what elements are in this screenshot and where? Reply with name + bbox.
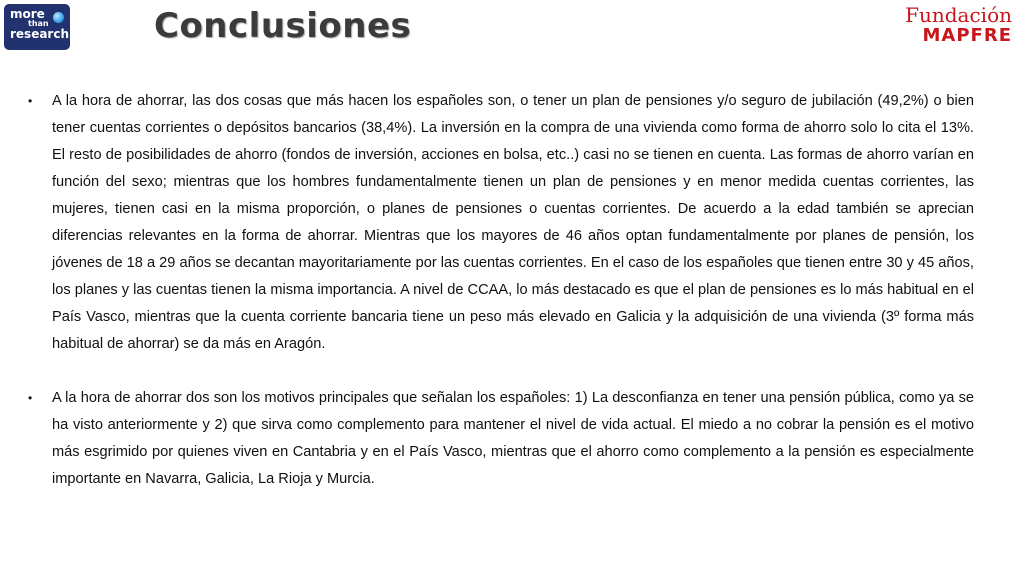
logo-left-line3: research [10,27,70,41]
globe-icon [53,12,64,23]
bullet-item-2 [28,385,974,493]
logo-left-line1: more [10,7,45,21]
logo-right-line1: Fundación [905,3,1012,27]
logo-left-line2: than [28,19,49,28]
page-title: Conclusiones [154,6,412,46]
bullet-item-1 [28,88,974,358]
bullet-list [28,88,974,493]
bullet-text-1: A la hora de ahorrar, las dos cosas que más hacen los españoles son, o tener un plan de pensiones y/o seguro de jubilación (49,2%) o bien tener cuentas corrientes o depósitos bancarios (38,4%). La inversión en la compra de una vivienda como forma de ahorro solo lo cita el 13%. El resto de posibilidades de ahorro (fondos de inversión, acciones en bolsa, etc..) casi no se tienen en cuenta. Las formas de ahorro varían en función del sexo; mientras que los hombres fundamentalmente tienen un plan de pensiones y en menor medida cuentas corrientes, las mujeres, tienen casi en la misma proporción, o planes de pensiones o cuentas corrientes. De acuerdo a la edad también se aprecian diferencias relevantes en la forma de ahorrar. Mientras que los mayores de 46 años optan fundamentalmente por planes de pensión, los jóvenes de 18 a 29 años se decantan mayoritariamente por las cuentas corrientes. En el caso de los españoles que tienen entre 30 y 45 años, los planes y las cuentas tienen la misma importancia. A nivel de CCAA, lo más destacado es que el plan de pensiones es lo más habitual en el País Vasco, mientras que la cuenta corriente bancaria tiene un peso más elevado en Galicia y la adquisición de una vivienda (3º forma más habitual de ahorrar) se da más en Aragón. [52,93,974,352]
bullet-text-2: A la hora de ahorrar dos son los motivos principales que señalan los españoles: 1) La desconfianza en tener una pensión pública, como ya se ha visto anteriormente y 2) que sirva como complemento para mantener el nivel de vida actual. El miedo a no cobrar la pensión es el motivo más esgrimido por quienes viven en Cantabria y en el País Vasco, mientras que el ahorro como complemento a la pensión es especialmente importante en Navarra, Galicia, La Rioja y Murcia. [52,390,974,487]
bullet-icon: • [28,94,33,108]
bullet-icon: • [28,391,33,405]
fundacion-mapfre-logo [892,4,1012,46]
logo-right-line2: MAPFRE [922,25,1012,46]
conclusions-body [28,88,974,520]
more-than-research-logo [4,4,70,50]
